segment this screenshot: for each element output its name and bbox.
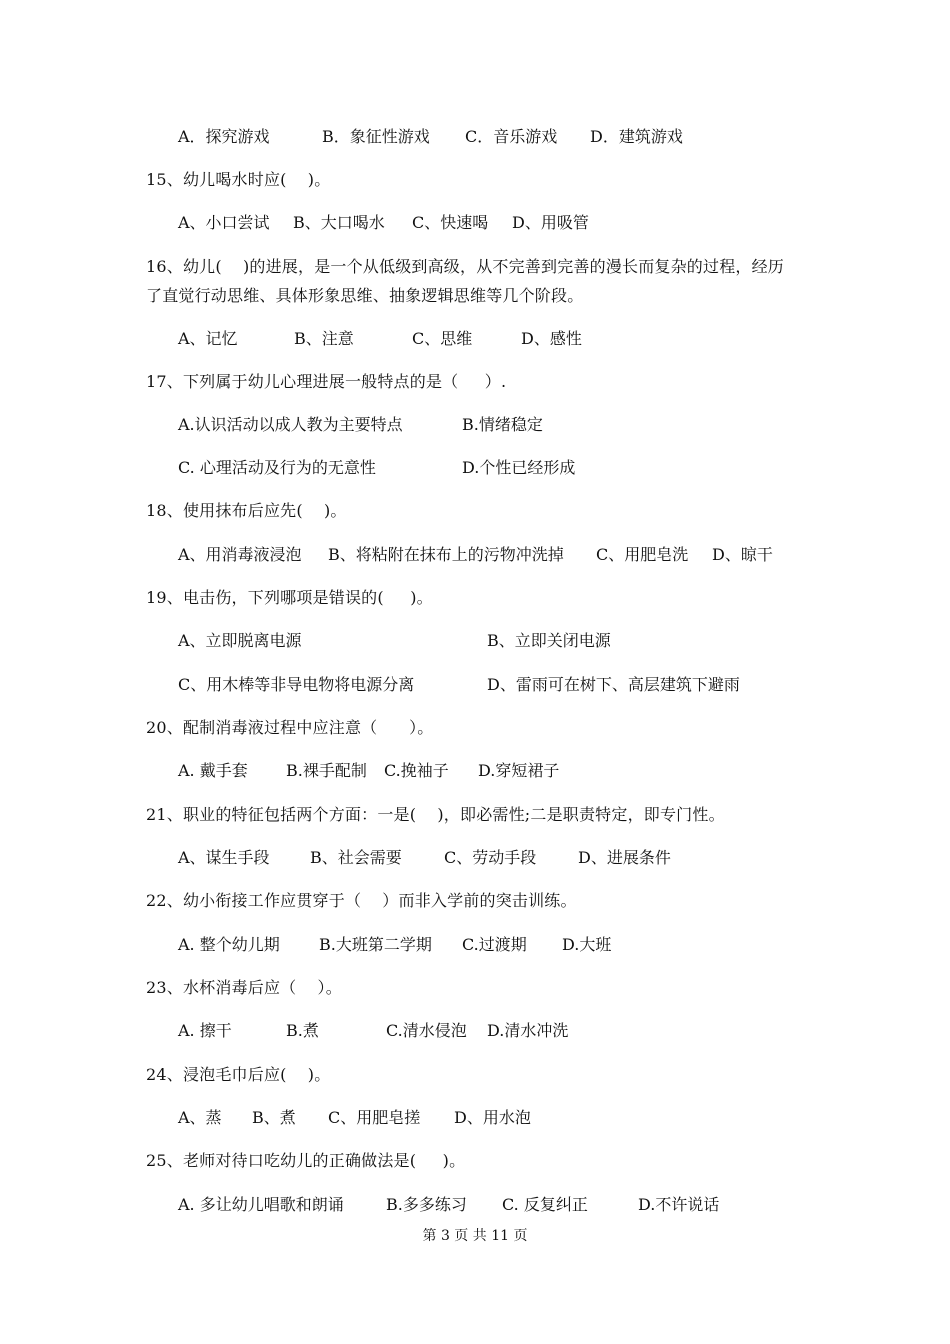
q21-stem: 21、职业的特征包括两个方面：一是( )，即必需性;二是职责特定，即专门性。 xyxy=(146,805,725,824)
q20-option-a: A. 戴手套 xyxy=(178,761,248,780)
q21-option-d: D、进展条件 xyxy=(578,848,671,867)
q21-option-c: C、劳动手段 xyxy=(444,848,537,867)
q16-option-a: A、记忆 xyxy=(178,329,238,348)
q17-option-d: D.个性已经形成 xyxy=(462,458,576,477)
q14-option-c: C．音乐游戏 xyxy=(465,127,558,146)
q19-option-c: C、用木棒等非导电物将电源分离 xyxy=(178,675,415,694)
page-number-footer: 第 3 页 共 11 页 xyxy=(422,1228,528,1244)
q19-option-a: A、立即脱离电源 xyxy=(178,631,302,650)
q15-option-c: C、快速喝 xyxy=(412,213,489,232)
q22-option-a: A. 整个幼儿期 xyxy=(178,935,280,954)
q17-stem: 17、下列属于幼儿心理进展一般特点的是（ ）. xyxy=(146,372,507,391)
q18-option-d: D、晾干 xyxy=(712,545,773,564)
q15-option-b: B、大口喝水 xyxy=(293,213,385,232)
q16-stem-line2: 了直觉行动思维、具体形象思维、抽象逻辑思维等几个阶段。 xyxy=(146,286,584,305)
q19-option-d: D、雷雨可在树下、高层建筑下避雨 xyxy=(487,675,740,694)
q17-option-a: A.认识活动以成人教为主要特点 xyxy=(178,415,403,434)
q15-option-d: D、用吸管 xyxy=(512,213,589,232)
q16-option-d: D、感性 xyxy=(521,329,582,348)
q23-option-a: A. 擦干 xyxy=(178,1021,232,1040)
q18-option-a: A、用消毒液浸泡 xyxy=(178,545,302,564)
q16-stem-line1: 16、幼儿( )的进展，是一个从低级到高级，从不完善到完善的漫长而复杂的过程，经历 xyxy=(146,257,784,276)
q17-option-c: C. 心理活动及行为的无意性 xyxy=(178,458,376,477)
q18-option-b: B、将粘附在抹布上的污物冲洗掉 xyxy=(328,545,564,564)
q14-option-d: D．建筑游戏 xyxy=(590,127,683,146)
q18-stem: 18、使用抹布后应先( )。 xyxy=(146,501,347,520)
q14-option-b: B．象征性游戏 xyxy=(322,127,430,146)
q19-stem: 19、电击伤，下列哪项是错误的( )。 xyxy=(146,588,433,607)
q22-stem: 22、幼小衔接工作应贯穿于（ ）而非入学前的突击训练。 xyxy=(146,891,577,910)
q18-option-c: C、用肥皂洗 xyxy=(596,545,689,564)
q16-option-c: C、思维 xyxy=(412,329,473,348)
q20-option-b: B.裸手配制 xyxy=(286,761,367,780)
q17-option-b: B.情绪稳定 xyxy=(462,415,543,434)
q20-stem: 20、配制消毒液过程中应注意（ ）。 xyxy=(146,718,434,737)
q22-option-c: C.过渡期 xyxy=(462,935,527,954)
q20-option-d: D.穿短裙子 xyxy=(478,761,560,780)
q25-option-b: B.多多练习 xyxy=(386,1195,467,1214)
q22-option-d: D.大班 xyxy=(562,935,612,954)
q24-option-c: C、用肥皂搓 xyxy=(328,1108,421,1127)
q16-option-b: B、注意 xyxy=(294,329,354,348)
q22-option-b: B.大班第二学期 xyxy=(319,935,432,954)
q25-stem: 25、老师对待口吃幼儿的正确做法是( )。 xyxy=(146,1151,466,1170)
q25-option-d: D.不许说话 xyxy=(638,1195,720,1214)
q24-option-d: D、用水泡 xyxy=(454,1108,531,1127)
q25-option-a: A. 多让幼儿唱歌和朗诵 xyxy=(178,1195,344,1214)
q19-option-b: B、立即关闭电源 xyxy=(487,631,611,650)
q15-option-a: A、小口尝试 xyxy=(178,213,270,232)
q25-option-c: C. 反复纠正 xyxy=(502,1195,588,1214)
q20-option-c: C.挽袖子 xyxy=(384,761,449,780)
q23-option-c: C.清水侵泡 xyxy=(386,1021,467,1040)
q23-stem: 23、水杯消毒后应（ ）。 xyxy=(146,978,342,997)
q24-option-a: A、蒸 xyxy=(178,1108,222,1127)
q23-option-b: B.煮 xyxy=(286,1021,319,1040)
q14-option-a: A．探究游戏 xyxy=(178,127,270,146)
q24-stem: 24、浸泡毛巾后应( )。 xyxy=(146,1065,331,1084)
q21-option-b: B、社会需要 xyxy=(310,848,402,867)
q15-stem: 15、幼儿喝水时应( )。 xyxy=(146,170,331,189)
q23-option-d: D.清水冲洗 xyxy=(487,1021,569,1040)
q21-option-a: A、谋生手段 xyxy=(178,848,270,867)
q24-option-b: B、煮 xyxy=(252,1108,296,1127)
